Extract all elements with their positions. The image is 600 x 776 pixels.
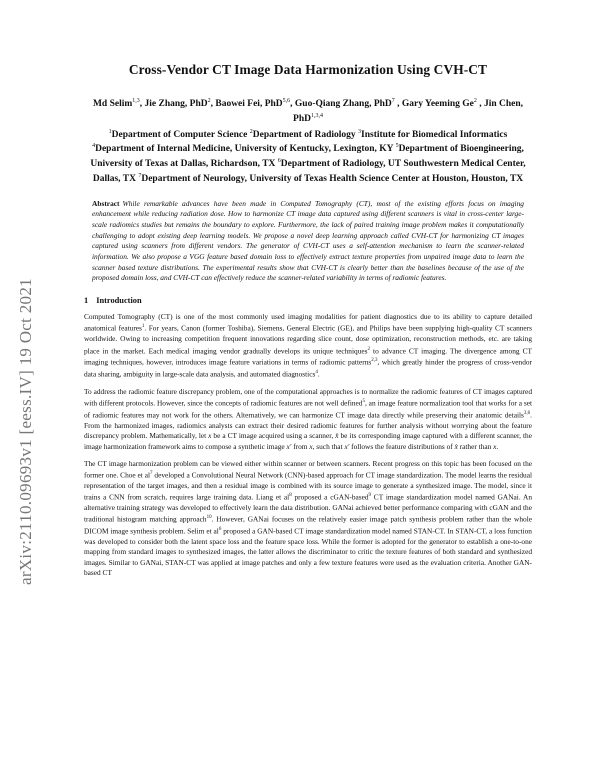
p1-text: . bbox=[317, 369, 320, 379]
p2-text: rather than bbox=[457, 441, 494, 451]
p3-text: proposed a GAN-based CT image standardization model named STAN-CT. In STAN-CT, a loss function was developed to consider both the latent space loss and the feature space loss. While the former is adopted for the generator to establish a one-to-one mapping from standard images to synthesized images, the latter allows the discriminator to critic the texture features of both standard and synthesized images. Similar to GANai, STAN-CT was applied at image patches and only a few texture features were used as the evaluation criteria. Another GAN-based CT bbox=[84, 526, 532, 578]
p1-text: , which greatly hinder the progress of cross-vendor data sharing, ambiguity in large-scale data analysis, and automated diagnostics bbox=[84, 357, 532, 379]
p1-text: . For years, Canon (former Toshiba), Siemens, General Electric (GE), and Philips have been supplying high-quality CT scanners worldwide. Owing to increasing competition frequent innovations regarding slice count, dose optimization, reconstruction methods, etc. are taking place in the market. Each medical imaging vendor gradually develops its unique techniques bbox=[84, 323, 532, 356]
p2-text: , an image feature normalization tool that works for a set of radiomic features may not work for the others. Alternatively, we can harmonize CT image data directly while preserving their anatomic details bbox=[84, 398, 532, 420]
math-symbol: x̂ bbox=[454, 441, 458, 451]
paragraph-3 bbox=[84, 459, 532, 579]
author-name: , Gary Yeeming Ge bbox=[394, 99, 474, 110]
affil-sup: 7 bbox=[138, 172, 142, 179]
p2-text: . From the harmonized images, radiomics analysts can extract their desired radiomic features for further analysis without worrying about the feature discrepancy problem. Mathematically, let bbox=[84, 410, 532, 441]
p2-text: follows the feature distributions of bbox=[349, 441, 455, 451]
affiliation-list bbox=[84, 127, 532, 186]
author-affil-sup: 1,3 bbox=[132, 98, 140, 104]
author-affil-sup: 2 bbox=[473, 98, 477, 104]
p3-text: CT image standardization model named GANai. An alternative training strategy was developed to effectively learn the data distribution. GANai achieved better performance comparing with cGAN and the traditional histogram matching approach bbox=[84, 492, 532, 524]
p3-text: proposed a cGAN-based bbox=[291, 492, 369, 502]
paragraph-1 bbox=[84, 312, 532, 380]
affil-sup: 5 bbox=[395, 143, 399, 150]
paper-title: Cross-Vendor CT Image Data Harmonization Using CVH-CT bbox=[128, 62, 488, 77]
author-name: , Guo-Qiang Zhang, PhD bbox=[290, 99, 392, 110]
author-affil-sup: 7 bbox=[391, 98, 395, 104]
citation: 2 bbox=[367, 346, 370, 352]
author-name: , Baowei Fei, PhD bbox=[210, 99, 283, 110]
abstract-label: Abstract bbox=[92, 198, 120, 208]
math-symbol: x̂ bbox=[335, 431, 339, 441]
citation: 10 bbox=[206, 515, 212, 521]
p2-text: To address the radiomic feature discrepancy problem, one of the computational approaches is to normalize the radiomic features of CT images captured with different protocols. However, since the concepts of radiomic features are not well defined bbox=[84, 386, 532, 408]
author-name: Md Selim bbox=[92, 99, 133, 110]
p1-text: to advance CT imaging. The divergence among CT imaging techniques, however, introduces image feature variations in terms of radiomic patterns bbox=[84, 346, 532, 367]
citation: 9 bbox=[368, 493, 372, 499]
arxiv-identifier-sidebar bbox=[12, 205, 38, 585]
author-affil-sup: 5,6 bbox=[282, 98, 291, 104]
section-title: Introduction bbox=[96, 296, 142, 306]
citation: 7 bbox=[150, 471, 153, 477]
affiliation: Department of Computer Science bbox=[111, 129, 250, 140]
affiliation: Department of Internal Medicine, University of Kentucky, Lexington, KY bbox=[95, 144, 396, 155]
p2-text: . bbox=[496, 441, 499, 451]
abstract bbox=[84, 199, 532, 285]
section-number: 1 bbox=[84, 296, 89, 306]
affil-sup: 4 bbox=[92, 143, 96, 150]
p2-text: , such that bbox=[312, 441, 345, 451]
p2-text: from bbox=[291, 441, 310, 451]
section-heading bbox=[84, 296, 532, 305]
affil-sup: 6 bbox=[277, 158, 281, 164]
affiliation: Institute for Biomedical Informatics bbox=[361, 129, 508, 140]
p3-text: . However, GANai focuses on the relatively easier image patch synthesis problem rather than the whole DICOM image synthesis problem. Selim et al bbox=[84, 514, 532, 536]
affil-sup: 1 bbox=[108, 128, 112, 135]
paragraph-2 bbox=[84, 387, 532, 452]
p3-text: developed a Convolutional Neural Network (CNN)-based approach for CT image standardization. The model learns the residual representation of the target images, and then a residual image is combined with its source image to generate a synthesized image. The model, since it trains a CNN from scratch, requires large training data. Liang et al bbox=[84, 470, 532, 502]
author-name: , Jin Chen, PhD bbox=[293, 99, 524, 124]
p3-text: The CT image harmonization problem can be viewed either within scanner or between scanners. Recent progress on this topic has been focused on the former one. Choe et al bbox=[84, 458, 532, 480]
math-symbol: x bbox=[208, 431, 212, 441]
author-affil-sup: 1,3,4 bbox=[310, 112, 323, 119]
p2-text: be a CT image acquired using a scanner, bbox=[211, 431, 336, 441]
citation: 1 bbox=[141, 324, 145, 330]
math-symbol: x′ bbox=[286, 441, 292, 451]
citation: 5 bbox=[362, 399, 365, 405]
arxiv-identifier-text: arXiv:2110.09693v1 [eess.IV] 19 Oct 2021 bbox=[16, 278, 35, 585]
math-symbol: x′ bbox=[344, 441, 350, 451]
author-affil-sup: 2 bbox=[207, 98, 211, 104]
affiliation: Department of Radiology, UT Southwestern Medical Center, Dallas, TX bbox=[92, 159, 526, 184]
affiliation: Department of Neurology, University of Texas Health Science Center at Houston, Houston, TX bbox=[141, 173, 524, 184]
author-list bbox=[84, 96, 532, 126]
citation: 8 bbox=[289, 493, 292, 499]
arxiv-identifier-svg bbox=[12, 205, 38, 585]
author-name: , Jie Zhang, PhD bbox=[139, 99, 208, 110]
citation: 2,3 bbox=[371, 358, 378, 364]
affil-sup: 2 bbox=[249, 128, 253, 135]
affiliation: Department of Radiology bbox=[252, 129, 359, 140]
p2-text: be its corresponding image captured with a different scanner, the image harmonization framework aims to compose a synthetic image bbox=[84, 431, 532, 451]
affiliation: Department of Bioengineering, University of Texas at Dallas, Richardson, TX bbox=[90, 144, 524, 170]
abstract-text: While remarkable advances have been made in Computed Tomography (CT), most of the existing efforts focus on imaging enhancement while reducing radiation dose. How to harmonize CT image data captured using different scanners is vital in cross-center large-scale radiomics studies but remains the boundary to explore. Furthermore, the lack of paired training image problem makes it computationally challenging to adopt existing deep learning models. We propose a novel deep learning approach called CVH-CT for harmonizing CT images captured using scanners from different vendors. The generator of CVH-CT uses a self-attention mechanism to learn the scanner-related information. We also propose a VGG feature based domain loss to effectively extract texture properties from unpaired image data to learn the scanner based texture distributions. The experimental results show that CVH-CT is clearly better than the baselines because of the use of the proposed domain loss, and CVH-CT can effectively reduce the scanner-related variability in terms of radiomic features. bbox=[92, 198, 524, 283]
math-symbol: x bbox=[493, 441, 497, 451]
citation: 4 bbox=[315, 370, 318, 376]
p1-text: Computed Tomography (CT) is one of the most commonly used imaging modalities for patient diagnostics due to its ability to capture detailed anatomical features bbox=[84, 312, 532, 333]
citation: 6 bbox=[218, 527, 222, 533]
citation: 3,6 bbox=[523, 411, 531, 417]
paper-page bbox=[84, 62, 532, 578]
math-symbol: x bbox=[309, 441, 313, 451]
affil-sup: 3 bbox=[358, 128, 362, 135]
